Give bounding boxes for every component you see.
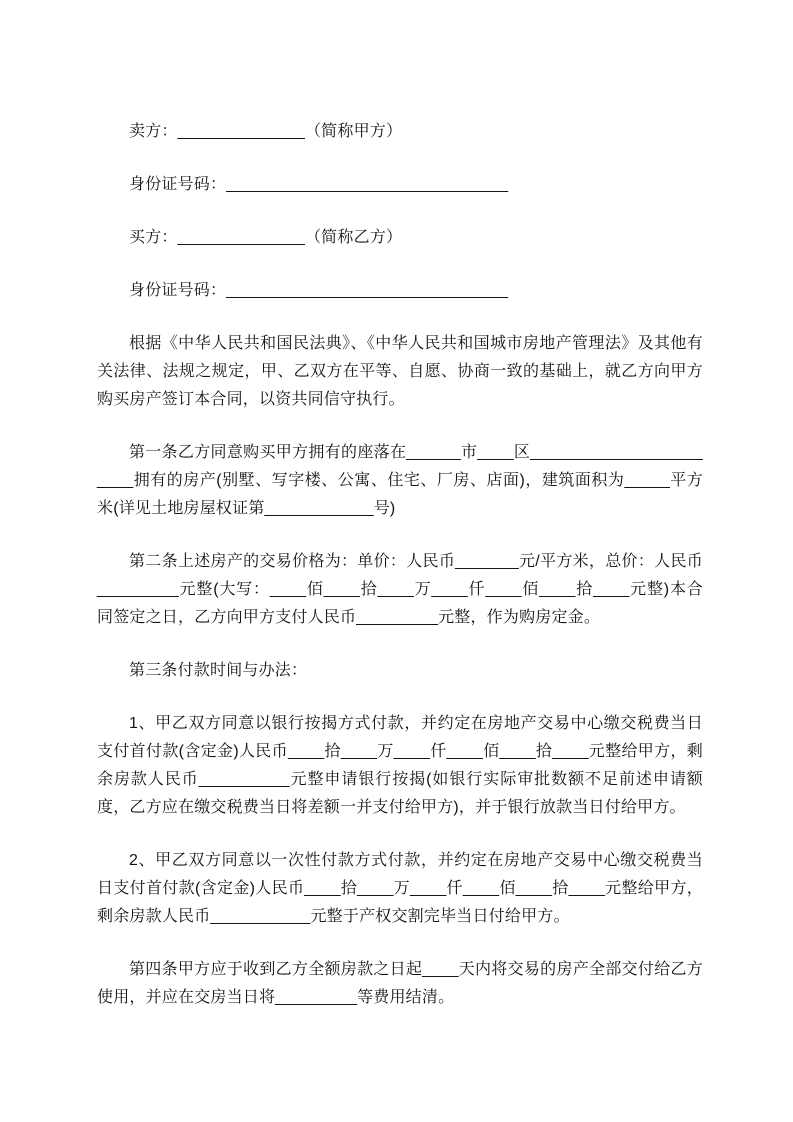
clause-3-item-1: 1、甲乙双方同意以银行按揭方式付款，并约定在房地产交易中心缴交税费当日支付首付款(含定金)人民币____拾____万____仟____佰____拾____元整给甲方，剩余房款人民币__________元整申请银行按揭(如银行实际审批数额不足前述申请额度，乙方应在缴交税费当日将差额一并支付给甲方)，并于银行放款当日付给甲方。 [97,715,703,816]
buyer-name-line: 买方：______________（简称乙方） [129,229,403,246]
preamble-paragraph: 根据《中华人民共和国民法典》、《中华人民共和国城市房地产管理法》及其他有关法律、法规之规定，甲、乙双方在平等、自愿、协商一致的基础上，就乙方向甲方购买房产签订本合同，以资共同信守执行。 [97,335,703,408]
clause-3-item-2: 2、甲乙双方同意以一次性付款方式付款，并约定在房地产交易中心缴交税费当日支付首付款(含定金)人民币____拾____万____仟____佰____拾____元整给甲方，剩余房款人民币___________元整于产权交割完毕当日付给甲方。 [97,852,703,925]
clause-2-paragraph: 第二条上述房产的交易价格为：单价：人民币_______元/平方米，总价：人民币_________元整(大写：____佰____拾____万____仟____佰____拾____元整)本合同签定之日，乙方向甲方支付人民币_________元整，作为购房定金。 [97,553,703,626]
clause-1-paragraph: 第一条乙方同意购买甲方拥有的座落在______市____区_______________________拥有的房产(别墅、写字楼、公寓、住宅、厂房、店面)，建筑面积为_____平方米(详见土地房屋权证第____________号) [97,444,703,517]
clause-3-heading: 第三条付款时间与办法： [129,662,308,679]
seller-name-line: 卖方：______________（简称甲方） [129,123,403,140]
buyer-id-line: 身份证号码：_______________________________ [129,282,509,299]
seller-id-line: 身份证号码：_______________________________ [129,176,509,193]
clause-4-paragraph: 第四条甲方应于收到乙方全额房款之日起____天内将交易的房产全部交付给乙方使用，并应在交房当日将_________等费用结清。 [97,961,703,1006]
contract-body [97,118,703,1012]
